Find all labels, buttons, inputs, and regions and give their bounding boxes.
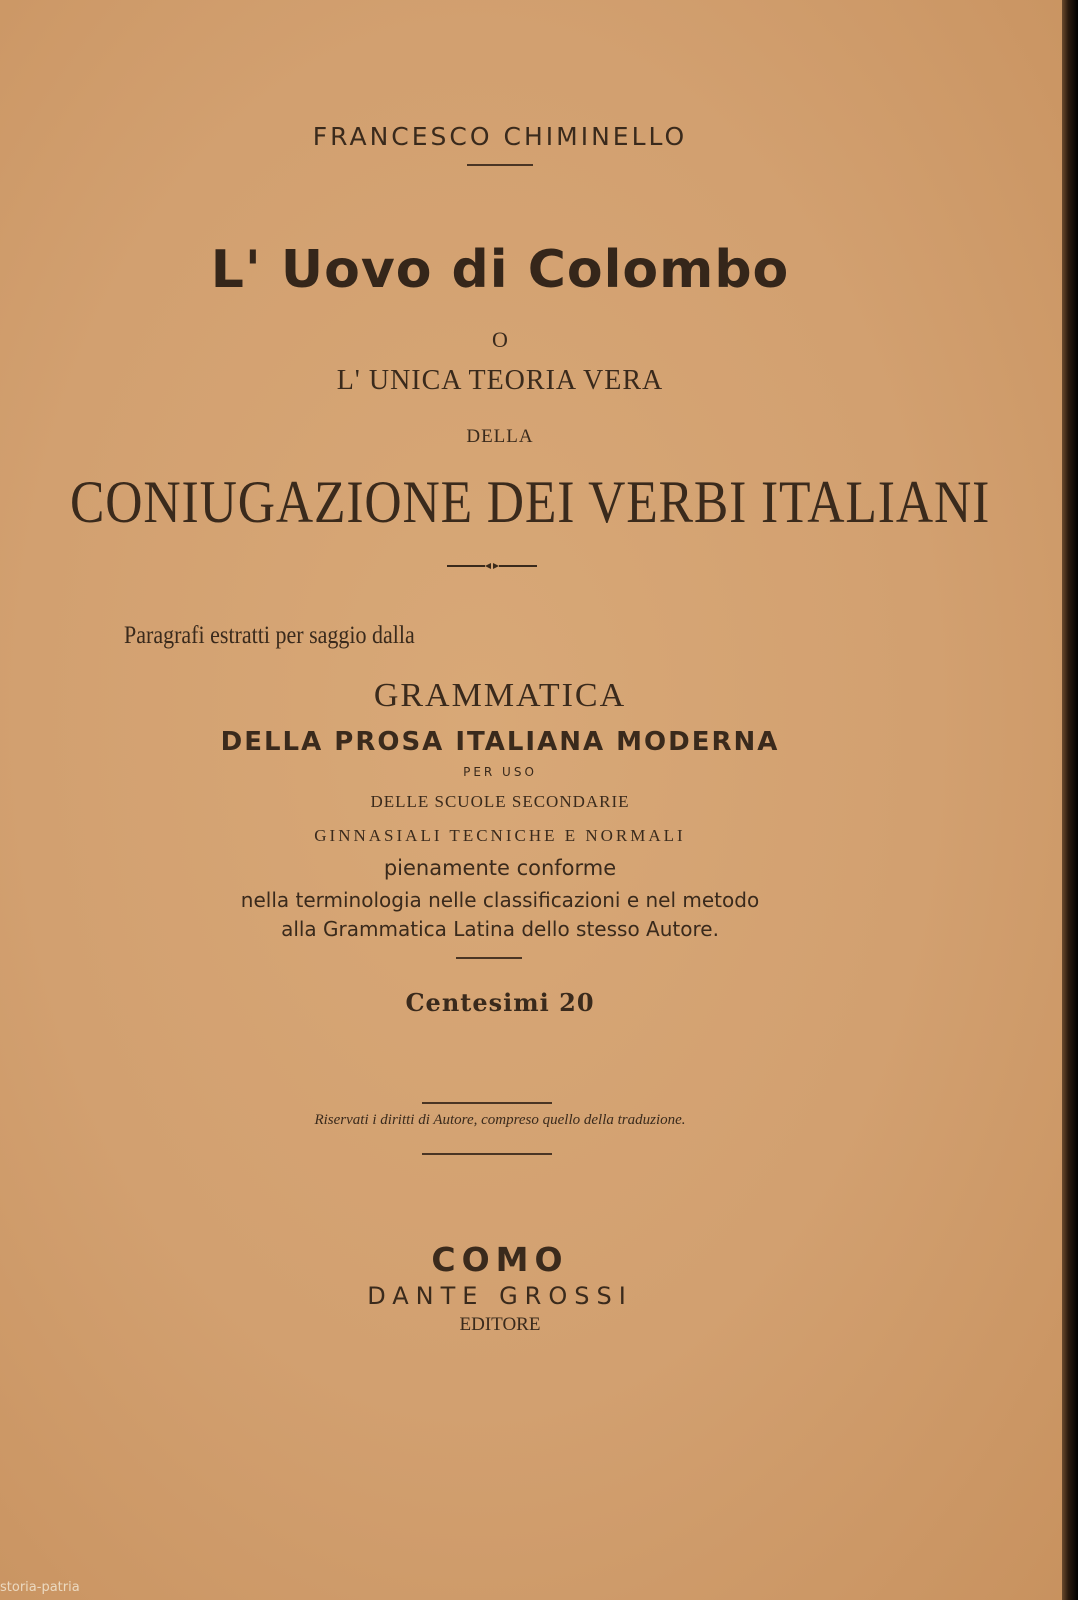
publisher-role: EDITORE [459,1314,541,1335]
ornament-divider [447,561,537,571]
intro-text: Paragrafi estratti per saggio dalla [124,622,415,649]
rights-bottom-rule [422,1153,552,1155]
conformity-line-1: pienamente conforme [383,856,617,880]
conformity-line-3: alla Grammatica Latina dello stesso Autore. [281,917,719,941]
publisher-city: COMO [431,1240,569,1279]
author-name: FRANCESCO CHIMINELLO [312,122,688,151]
conformity-line-2: nella terminologia nelle classificazioni e nel metodo [240,888,760,912]
subtitle-line-2: CONIUGAZIONE DEI VERBI ITALIANI [70,469,991,535]
subtitle-della: DELLA [466,426,534,447]
grammar-subtitle: DELLA PROSA ITALIANA MODERNA [220,727,780,757]
author-underline [467,164,533,166]
rights-notice: Riservati i diritti di Autore, compreso quello della traduzione. [314,1112,686,1128]
watermark-text: storia-patria [0,1580,80,1595]
page-edge-shadow [1062,0,1078,1600]
per-uso-text: PER USO [463,765,537,779]
publisher-name: DANTE GROSSI [367,1282,633,1310]
book-title: L' Uovo di Colombo [210,240,790,300]
price-top-rule [456,957,522,959]
grammar-title: GRAMMATICA [373,677,627,714]
price-text: Centesimi 20 [405,988,595,1017]
schools-line-1: DELLE SCUOLE SECONDARIE [370,792,630,811]
rights-top-rule [422,1102,552,1104]
title-separator-o: O [492,327,508,352]
schools-line-2: GINNASIALI TECNICHE E NORMALI [314,826,686,845]
subtitle-line-1: L' UNICA TEORIA VERA [336,365,664,396]
